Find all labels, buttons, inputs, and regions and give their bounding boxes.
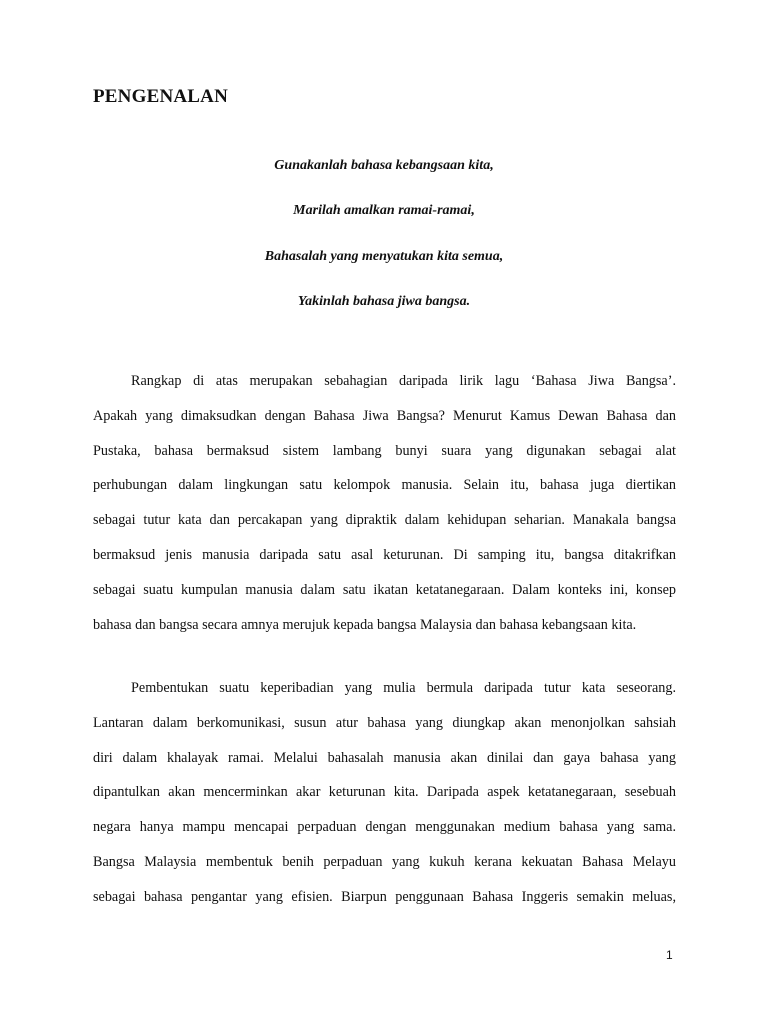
paragraph-line: sebagai bahasa pengantar yang efisien. Biarpun penggunaan Bahasa Inggeris semakin meluas, xyxy=(93,888,676,905)
paragraph-line: negara hanya mampu mencapai perpaduan dengan menggunakan medium bahasa yang sama. xyxy=(93,819,676,836)
paragraph-line: dipantulkan akan mencerminkan akar keturunan kita. Daripada aspek ketatanegaraan, sesebuah xyxy=(93,784,676,801)
poem-line: Marilah amalkan ramai-ramai, xyxy=(293,203,475,219)
poem-line: Bahasalah yang menyatukan kita semua, xyxy=(264,248,504,264)
paragraph-line: bermaksud jenis manusia daripada satu asal keturunan. Di samping itu, bangsa ditakrifkan xyxy=(93,546,676,563)
paragraph-line: perhubungan dalam lingkungan satu kelompok manusia. Selain itu, bahasa juga diertikan xyxy=(93,477,676,494)
poem-line: Gunakanlah bahasa kebangsaan kita, xyxy=(274,158,494,173)
poem-stanza xyxy=(0,155,768,336)
paragraph-line: Lantaran dalam berkomunikasi, susun atur bahasa yang diungkap akan menonjolkan sahsiah xyxy=(93,714,676,731)
paragraph-line: bahasa dan bangsa secara amnya merujuk kepada bangsa Malaysia dan bahasa kebangsaan kita. xyxy=(93,616,637,633)
paragraph-line: sebagai suatu kumpulan manusia dalam satu ikatan ketatanegaraan. Dalam konteks ini, konsep xyxy=(93,581,676,598)
section-heading: PENGENALAN xyxy=(93,86,229,107)
paragraph-line: Rangkap di atas merupakan sebahagian daripada lirik lagu ‘Bahasa Jiwa Bangsa’. xyxy=(131,373,676,389)
page-number: 1 xyxy=(666,948,673,962)
paragraph-line: Pustaka, bahasa bermaksud sistem lambang bunyi suara yang digunakan sebagai alat xyxy=(93,442,676,459)
paragraph-line: Bangsa Malaysia membentuk benih perpaduan yang kukuh kerana kekuatan Bahasa Melayu xyxy=(93,853,676,870)
paragraph-line: diri dalam khalayak ramai. Melalui bahasalah manusia akan dinilai dan gaya bahasa yang xyxy=(93,749,676,766)
paragraph-line: Apakah yang dimaksudkan dengan Bahasa Jiwa Bangsa? Menurut Kamus Dewan Bahasa dan xyxy=(93,407,676,424)
poem-line: Yakinlah bahasa jiwa bangsa. xyxy=(297,293,471,309)
paragraph-line: sebagai tutur kata dan percakapan yang dipraktik dalam kehidupan seharian. Manakala bangsa xyxy=(93,512,676,529)
paragraph-line: Pembentukan suatu keperibadian yang mulia bermula daripada tutur kata seseorang. xyxy=(131,680,676,696)
paragraph-definition xyxy=(93,364,676,642)
paragraph-personality xyxy=(93,671,676,915)
